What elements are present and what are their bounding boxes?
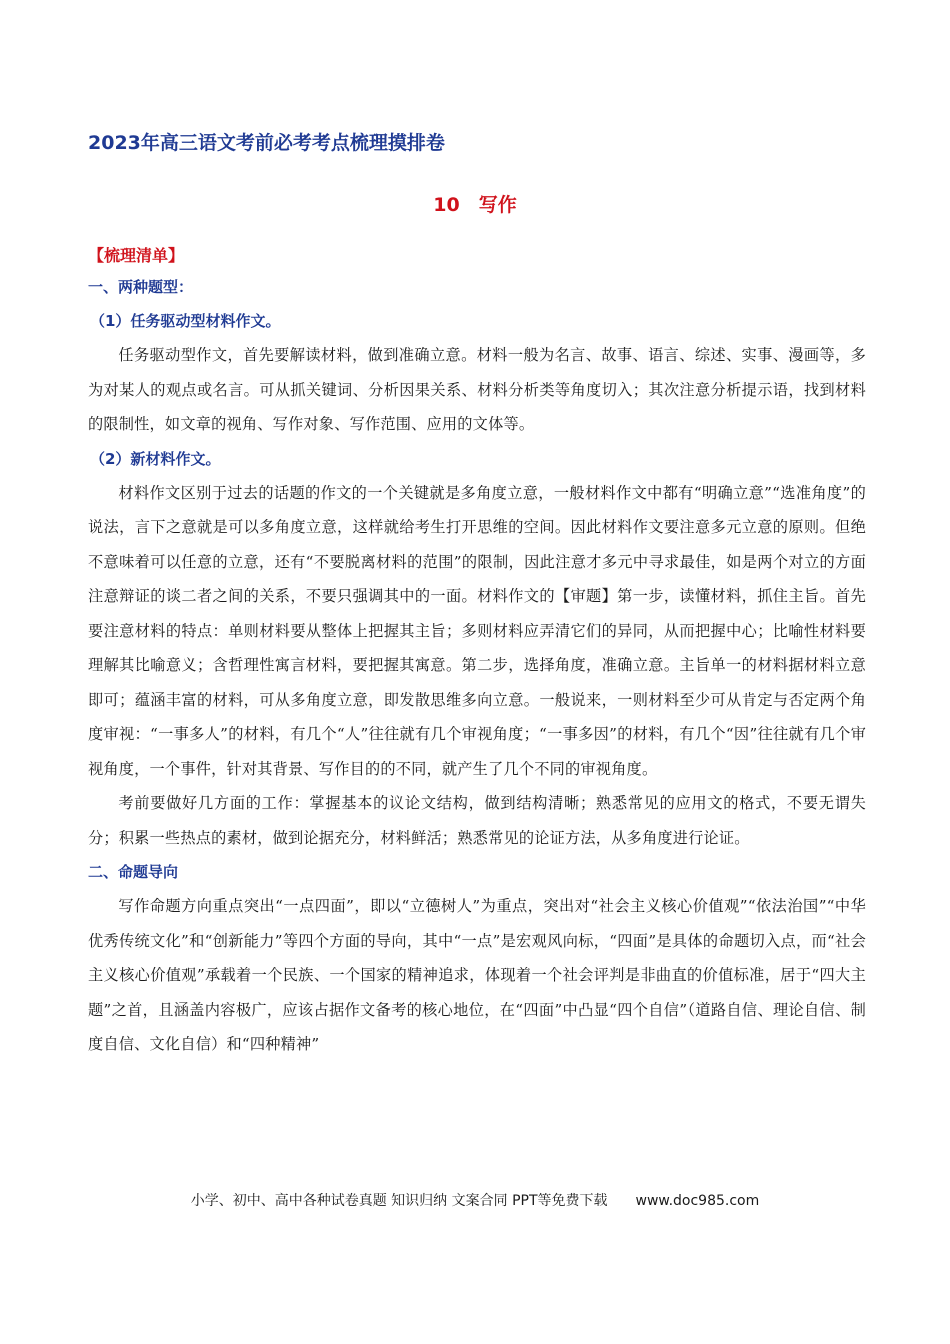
heading-orientation: 二、命题导向	[88, 863, 179, 881]
paragraph-new-material: 材料作文区别于过去的话题的作文的一个关键就是多角度立意，一般材料作文中都有“明确立意”“选准角度”的说法，言下之意就是可以多角度立意，这样就给考生打开思维的空间。因此材料作文要注意多元立意的原则。但绝不意味着可以任意的立意，还有“不要脱离材料的范围”的限制，因此注意才多元中寻求最佳，如是两个对立的方面注意辩证的谈二者之间的关系，不要只强调其中的一面。材料作文的【审题】第一步，读懂材料，抓住主旨。首先要注意材料的特点：单则材料要从整体上把握其主旨；多则材料应弄清它们的异同，从而把握中心；比喻性材料要理解其比喻意义；含哲理性寓言材料，要把握其寓意。第二步，选择角度，准确立意。主旨单一的材料据材料立意即可；蕴涵丰富的材料，可从多角度立意，即发散思维多向立意。一般说来，一则材料至少可从肯定与否定两个角度审视：“一事多人”的材料，有几个“人”往往就有几个审视角度；“一事多因”的材料，有几个“因”往往就有几个审视角度，一个事件，针对其背景、写作目的的不同，就产生了几个不同的审视角度。	[88, 483, 866, 778]
paragraph-task-driven: 任务驱动型作文，首先要解读材料，做到准确立意。材料一般为名言、故事、语言、综述、实事、漫画等，多为对某人的观点或名言。可从抓关键词、分析因果关系、材料分析类等角度切入；其次注意分析提示语，找到材料的限制性，如文章的视角、写作对象、写作范围、应用的文体等。	[88, 346, 866, 433]
footer-text: 小学、初中、高中各种试卷真题 知识归纳 文案合同 PPT等免费下载	[190, 1193, 608, 1209]
section-tag: 【梳理清单】	[88, 246, 185, 265]
document-body	[88, 242, 866, 1062]
document-subtitle: 10 写作	[433, 194, 517, 216]
subheading-task-driven: （1）任务驱动型材料作文。	[90, 312, 281, 330]
paragraph-exam-prep: 考前要做好几方面的工作：掌握基本的议论文结构，做到结构清晰；熟悉常见的应用文的格式，不要无谓失分；积累一些热点的素材，做到论据充分，材料鲜活；熟悉常见的论证方法，从多角度进行论证。	[88, 794, 866, 847]
heading-two-types: 一、两种题型：	[88, 278, 194, 296]
document-title: 2023年高三语文考前必考考点梳理摸排卷	[88, 132, 445, 154]
footer-site-link[interactable]: www.doc985.com	[635, 1193, 760, 1209]
page-footer	[0, 1190, 950, 1210]
paragraph-orientation: 写作命题方向重点突出“一点四面”，即以“立德树人”为重点，突出对“社会主义核心价值观”“依法治国”“中华优秀传统文化”和“创新能力”等四个方面的导向，其中“一点”是宏观风向标，“四面”是具体的命题切入点，而“社会主义核心价值观”承载着一个民族、一个国家的精神追求，体现着一个社会评判是非曲直的价值标准，居于“四大主题”之首，且涵盖内容极广，应该占据作文备考的核心地位，在“四面”中凸显“四个自信”（道路自信、理论自信、制度自信、文化自信）和“四种精神”	[88, 897, 866, 1053]
subheading-new-material: （2）新材料作文。	[90, 449, 221, 468]
